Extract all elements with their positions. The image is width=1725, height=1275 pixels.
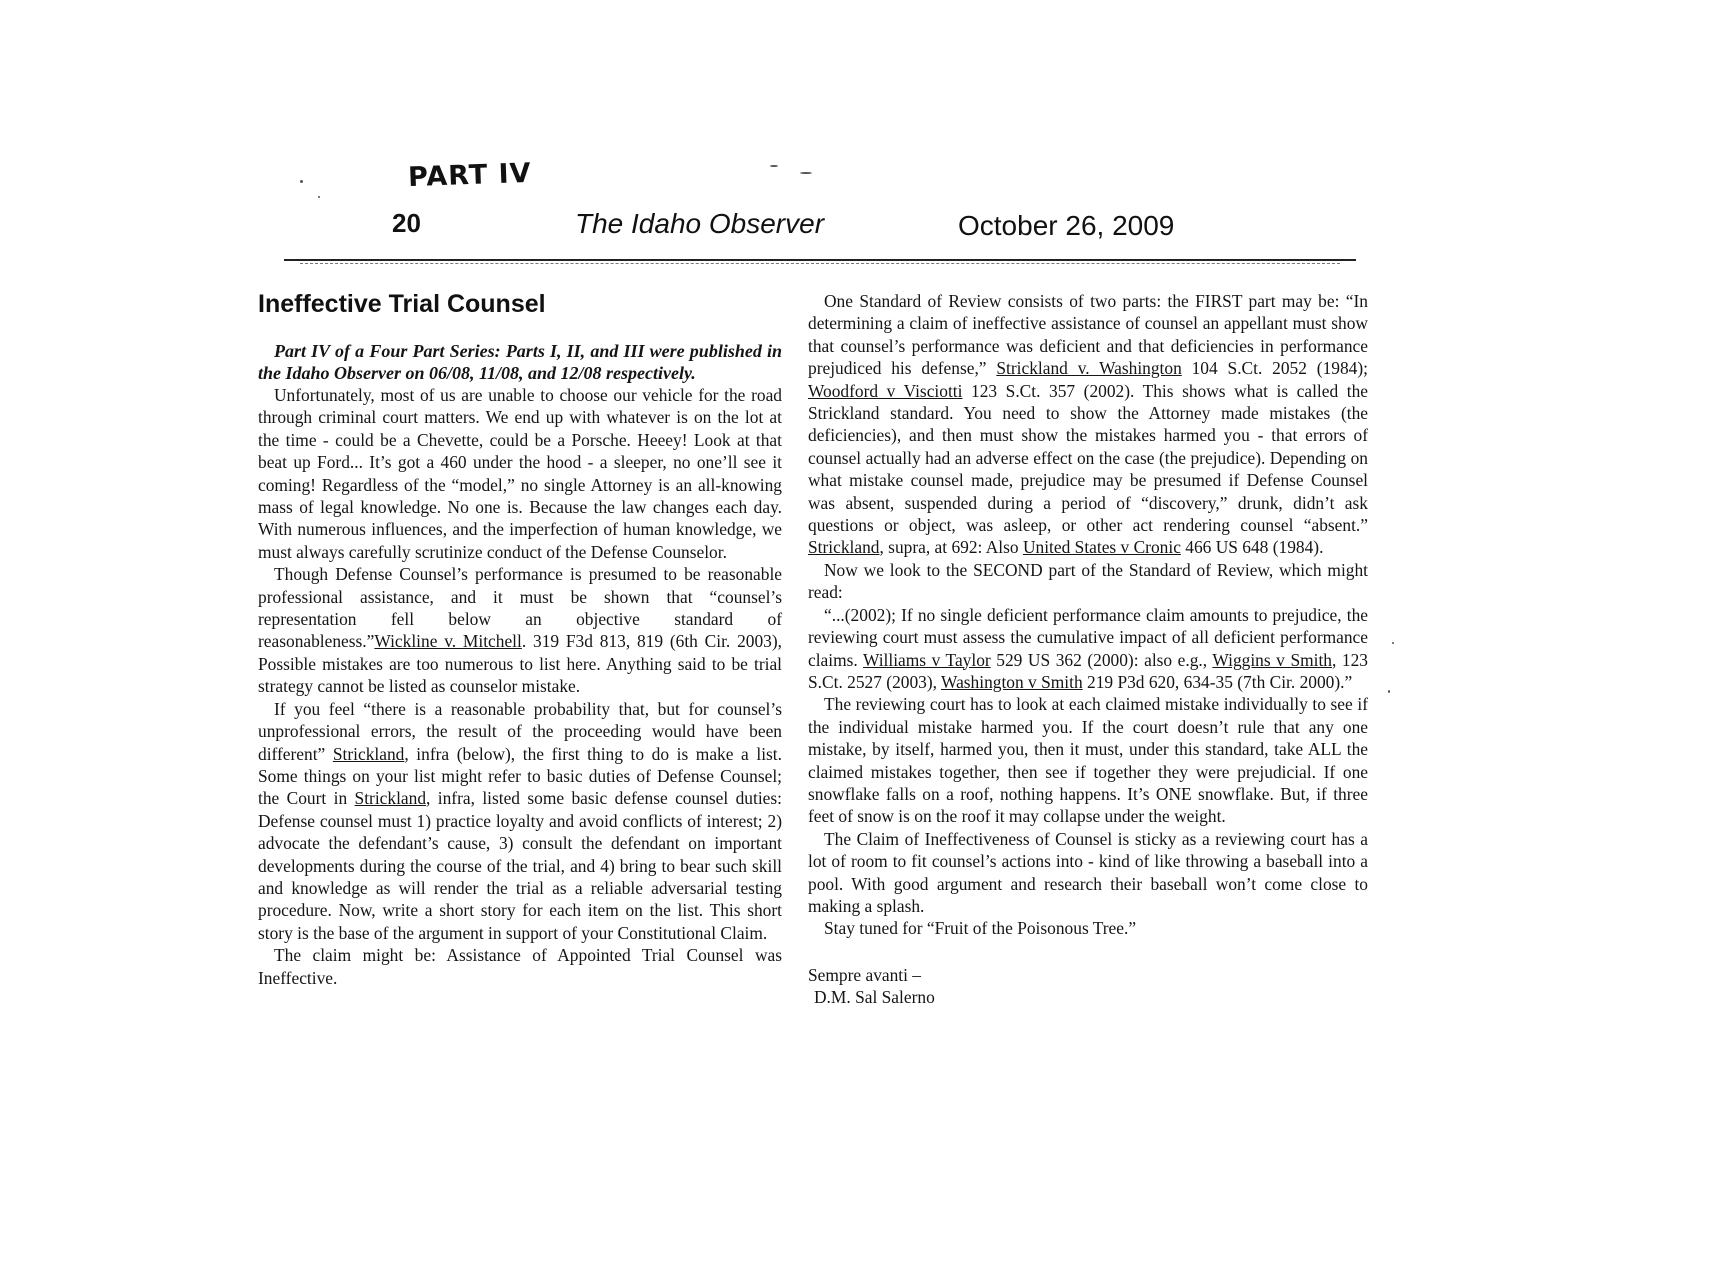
scan-speck: [318, 196, 320, 198]
article-paragraph: [258, 563, 782, 697]
case-citation: United States v Cronic: [1022, 537, 1181, 558]
text-run: , 123 S.Ct. 2527 (2003),: [808, 649, 1368, 692]
article-paragraph: [258, 698, 782, 944]
article-subhead: Part IV of a Four Part Series: Parts I, II, and III were published in the Idaho Observer on 06/08, 11/08, and 12/08 respectively.: [258, 341, 782, 383]
text-run: , infra, listed some basic defense counsel duties: Defense counsel must 1) practice loyalty and avoid conflicts of interest; 2) advocate the defendant’s cause, 3) consult the defendant on important developments during the course of the trial, and 4) bring to bear such skill and knowledge as will render the trial as a reliable adversarial testing procedure. Now, write a short story for each item on the list. This short story is the base of the argument in support of your Constitutional Claim.: [258, 788, 782, 943]
text-run: 104 S.Ct. 2052 (1984);: [1181, 358, 1368, 379]
article-paragraph: The claim might be: Assistance of Appointed Trial Counsel was Ineffective.: [258, 945, 782, 988]
text-run: , infra (below), the first thing to do is make a list. Some things on your list might refer to basic duties of Defense Counsel; the Court in: [258, 743, 782, 809]
masthead-rule-shadow: [300, 263, 1340, 264]
article-paragraph: [808, 604, 1368, 694]
text-run: 123 S.Ct. 357 (2002). This shows what is called the Strickland standard. You need to show the Attorney made mistakes (the deficiencies), and then must show the mistakes harmed you - that errors of counsel actually had an adverse effect on the case (the prejudice). Depending on what mistake counsel made, prejudice may be presumed if Defense Counsel was absent, suspended during a period of “discovery,” drunk, didn’t ask questions or object, was asleep, or other act rendering counsel “absent.”: [808, 380, 1368, 536]
article-paragraph: Unfortunately, most of us are unable to choose our vehicle for the road through criminal court matters. We end up with whatever is on the lot at the time - could be a Chevette, could be a Porsche. Heeey! Look at that beat up Ford... It’s got a 460 under the hood - a sleeper, no one’ll see it coming! Regardless of the “model,” no single Attorney is an all-knowing mass of legal knowledge. No one is. Because the law changes each day. With numerous influences, and the imperfection of human knowledge, we must always carefully scrutinize conduct of the Defense Counselor.: [258, 385, 782, 562]
text-run: 466 US 648 (1984).: [1180, 537, 1324, 558]
case-citation: Strickland v. Washington: [996, 358, 1182, 379]
text-run: 529 US 362 (2000): also e.g.,: [990, 649, 1208, 670]
text-run: . 319 F3d 813, 819 (6th Cir. 2003), Possible mistakes are too numerous to list here. Anything said to be trial strategy cannot be listed as counselor mistake.: [258, 631, 782, 697]
case-citation: Williams v Taylor: [863, 649, 991, 670]
case-citation: Strickland: [332, 743, 405, 764]
text-run: One Standard of Review consists of two parts: the FIRST part may be: “In determining a claim of ineffective assistance of counsel an appellant must show that counsel’s performance was deficient and that deficiencies in performance prejudiced his defense,”: [808, 291, 1368, 379]
case-citation: Washington v Smith: [941, 671, 1083, 692]
issue-date: October 26, 2009: [958, 210, 1175, 241]
text-run: If you feel “there is a reasonable probability that, but for counsel’s unprofessional errors, the result of the proceeding would have been different”: [258, 698, 782, 764]
text-run: “...(2002); If no single deficient performance claim amounts to prejudice, the reviewing court must assess the cumulative impact of all deficient performance claims.: [808, 604, 1368, 670]
article-left-column: [258, 288, 782, 989]
text-run: 219 P3d 620, 634-35 (7th Cir. 2000).”: [1082, 671, 1353, 692]
masthead-rule: [284, 259, 1356, 261]
article-paragraph: The Claim of Ineffectiveness of Counsel is sticky as a reviewing court has a lot of room to fit counsel’s actions into - kind of like throwing a baseball into a pool. With good argument and research their baseball won’t come close to making a splash.: [808, 828, 1368, 916]
newspaper-masthead: [392, 208, 1342, 248]
case-citation: Strickland: [354, 788, 427, 809]
scan-speck: [1388, 690, 1390, 693]
scan-speck: [300, 180, 303, 183]
text-run: , supra, at 692: Also: [879, 537, 1019, 558]
author-name: D.M. Sal Salerno: [814, 987, 935, 1008]
case-citation: Woodford v Visciotti: [808, 380, 963, 401]
scan-speck: [800, 172, 812, 174]
article-paragraph: Now we look to the SECOND part of the Standard of Review, which might read:: [808, 559, 1368, 603]
signoff-line: Sempre avanti –: [808, 964, 922, 985]
case-citation: Wiggins v Smith: [1212, 649, 1332, 670]
author-signoff: [808, 964, 1368, 1009]
article-right-column: [808, 290, 1368, 1009]
article-headline: Ineffective Trial Counsel: [258, 290, 546, 318]
scan-speck: [1392, 642, 1394, 644]
handwritten-annotation: PART IV: [407, 157, 533, 194]
text-run: Though Defense Counsel’s performance is presumed to be reasonable professional assistance, and it must be shown that “counsel’s representation fell below an objective standard of reasonableness.”: [258, 564, 782, 652]
case-citation: Strickland: [808, 537, 880, 558]
publication-title: The Idaho Observer: [575, 208, 825, 239]
article-paragraph: [808, 290, 1368, 559]
article-paragraph: The reviewing court has to look at each claimed mistake individually to see if the individual mistake harmed you. If the court doesn’t rule that any one mistake, by itself, harmed you, then it must, under this standard, take ALL the claimed mistakes together, then see if together they were prejudicial. If one snowflake falls on a roof, nothing happens. It’s ONE snowflake. But, if three feet of snow is on the roof it may collapse under the weight.: [808, 694, 1368, 827]
article-paragraph: Stay tuned for “Fruit of the Poisonous Tree.”: [824, 918, 1137, 939]
scan-speck: [770, 165, 778, 167]
case-citation: Wickline v. Mitchell: [374, 631, 522, 652]
page-number: 20: [392, 208, 421, 238]
